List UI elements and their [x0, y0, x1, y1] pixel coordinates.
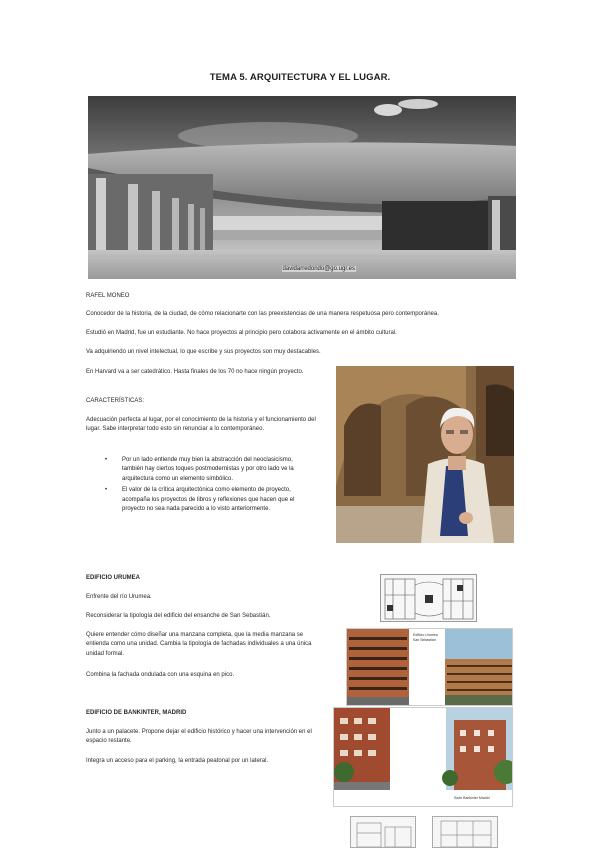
portrait-photo [336, 366, 514, 543]
list-item [103, 456, 315, 484]
hero-photo [88, 96, 516, 279]
bankinter-collage [333, 707, 513, 807]
characteristics-heading: CARACTERÍSTICAS: [86, 398, 145, 404]
urumea-paragraph-2: Reconsiderar la tipología del edificio del ensanche de San Sebastián. [86, 613, 271, 619]
urumea-collage [346, 628, 513, 706]
section-heading-moneo: RAFEL MONEO [86, 293, 130, 299]
document-title: TEMA 5. ARQUITECTURA Y EL LUGAR. [209, 72, 391, 83]
bankinter-paragraph-1: Junto a un palacete. Propone dejar el edificio histórico y hacer una intervención en el espacio restante. [86, 729, 312, 745]
bullet-icon: • [105, 457, 108, 463]
moneo-paragraph-4: En Harvard va a ser catedrático. Hasta finales de los 70 no hace ningún proyecto. [86, 369, 304, 375]
bullet-icon: • [105, 487, 108, 494]
bankinter-caption: Sede Bankinter Madrid [454, 796, 490, 800]
bankinter-plan-drawing-1 [350, 816, 416, 848]
bankinter-paragraph-2: Integra un acceso para el parking, la entrada peatonal por un lateral. [86, 758, 269, 764]
characteristics-list [103, 456, 315, 516]
urumea-caption: Edificio Urumea San Sebastián [413, 633, 438, 642]
bankinter-plan-drawing-2 [432, 816, 498, 848]
characteristics-text: Adecuación perfecta al lugar, por el conocimiento de la historia y el funcionamiento del lugar. Sabe interpretar todo esto sin renunciar a lo contemporáneo. [86, 417, 316, 433]
list-item-text: El valor de la crítica arquitectónica como elemento de proyecto, acompaña los proyectos de libros y reflexiones que hacen que el proyecto no sea nada parecido a lo visto anteriormente. [122, 487, 295, 513]
section-heading-urumea: EDIFICIO URUMEA [86, 575, 140, 581]
list-item-text: Por un lado entiende muy bien la abstracción del neoclasicismo, también hay ciertos toques postmodernistas y por otro lado ve la arquitectura como un elemento simbólico. [122, 457, 294, 482]
moneo-paragraph-1: Conocedor de la historia, de la ciudad, de cómo relacionarte con las preexistencias de una manera respetuosa pero contemporánea. [86, 311, 439, 317]
photo-credit: davidarredondo@go.ugr.es [282, 266, 355, 272]
urumea-paragraph-1: Enfrente del río Urumea. [86, 594, 152, 600]
moneo-paragraph-2: Estudió en Madrid, fue un estudiante. No hace proyectos al principio pero colabora activamente en el ámbito cultural. [86, 330, 397, 336]
urumea-plan-drawing [380, 574, 477, 622]
section-heading-bankinter: EDIFICIO DE BANKINTER, MADRID [86, 710, 187, 716]
urumea-paragraph-3: Quiere entender cómo diseñar una manzana completa, que la media manzana se entienda como una unidad. Cambia la tipología de fachadas individuales a una única unidad formal. [86, 632, 312, 657]
urumea-paragraph-4: Combina la fachada ondulada con una esquina en pico. [86, 672, 235, 678]
list-item [103, 486, 315, 514]
moneo-paragraph-3: Va adquiriendo un nivel intelectual, lo que escribe y sus proyectos son muy destacables. [86, 349, 321, 355]
